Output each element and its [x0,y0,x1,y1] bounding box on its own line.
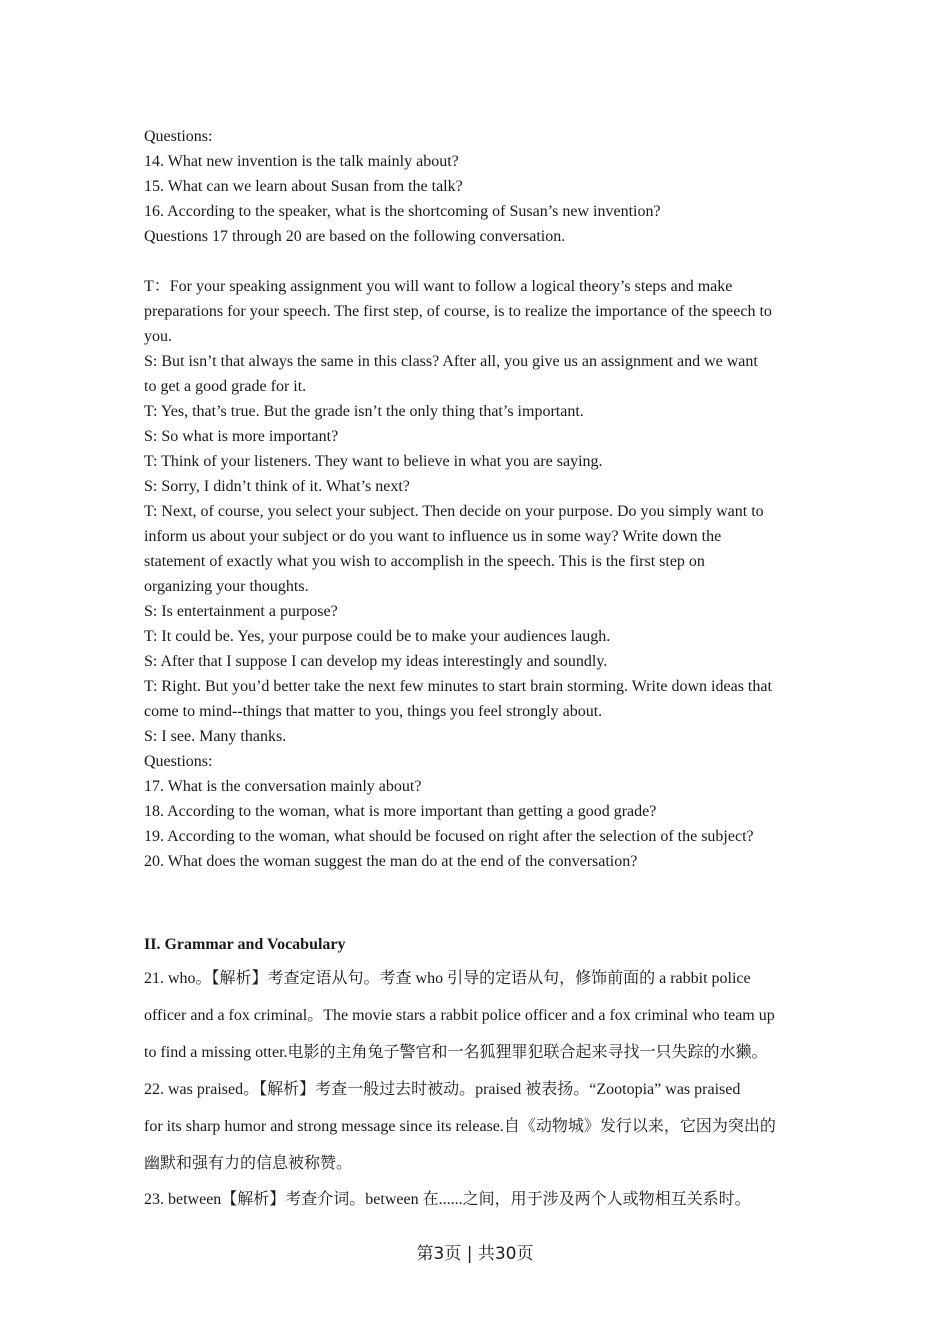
dialogue-line: come to mind--things that matter to you, things you feel strongly about. [144,703,603,720]
questions-label: Questions: [144,128,213,145]
dialogue-line: S: But isn’t that always the same in this class? After all, you give us an assignment and we want [144,353,758,370]
questions-label: Questions: [144,753,213,770]
dialogue-line: to get a good grade for it. [144,378,307,395]
dialogue-line: S: I see. Many thanks. [144,728,287,745]
dialogue-line: inform us about your subject or do you want to influence us in some way? Write down the [144,528,722,545]
dialogue-line: organizing your thoughts. [144,578,309,595]
question-16: 16. According to the speaker, what is the shortcoming of Susan’s new invention? [144,203,661,220]
question-17: 17. What is the conversation mainly about? [144,778,422,795]
dialogue-line: you. [144,328,172,345]
question-15: 15. What can we learn about Susan from the talk? [144,178,463,195]
dialogue-line: statement of exactly what you wish to accomplish in the speech. This is the first step on [144,553,705,570]
dialogue-line: S: So what is more important? [144,428,339,445]
answer-23: 23. between【解析】考查介词。between 在......之间，用于涉及两个人或物相互关系时。 [144,1191,751,1208]
answer-22: 22. was praised。【解析】考查一般过去时被动。praised 被表扬。“Zootopia” was praised [144,1081,741,1098]
dialogue-line: T: Right. But you’d better take the next few minutes to start brain storming. Write down ideas that [144,678,772,695]
dialogue-line: T: Yes, that’s true. But the grade isn’t the only thing that’s important. [144,403,584,420]
answer-22: for its sharp humor and strong message since its release.自《动物城》发行以来，它因为突出的 [144,1118,776,1135]
dialogue-line: T: Next, of course, you select your subject. Then decide on your purpose. Do you simply want to [144,503,764,520]
conversation-intro: Questions 17 through 20 are based on the following conversation. [144,228,566,245]
dialogue-line: S: After that I suppose I can develop my ideas interestingly and soundly. [144,653,608,670]
page-number: 第3页 | 共30页 [416,1244,534,1264]
dialogue-line: preparations for your speech. The first step, of course, is to realize the importance of the speech to [144,303,772,320]
question-20: 20. What does the woman suggest the man do at the end of the conversation? [144,853,638,870]
question-18: 18. According to the woman, what is more important than getting a good grade? [144,803,657,820]
dialogue-line: S: Is entertainment a purpose? [144,603,338,620]
dialogue-line: T: It could be. Yes, your purpose could be to make your audiences laugh. [144,628,611,645]
question-19: 19. According to the woman, what should be focused on right after the selection of the subject? [144,828,754,845]
answer-21: officer and a fox criminal。The movie stars a rabbit police officer and a fox criminal who team up [144,1007,775,1024]
answer-21: 21. who。【解析】考查定语从句。考查 who 引导的定语从句，修饰前面的 a rabbit police [144,970,751,987]
answer-21: to find a missing otter.电影的主角兔子警官和一名狐狸罪犯联合起来寻找一只失踪的水獭。 [144,1044,768,1061]
answer-22: 幽默和强有力的信息被称赞。 [144,1155,353,1172]
dialogue-line: T：For your speaking assignment you will want to follow a logical theory’s steps and make [144,278,733,295]
dialogue-line: T: Think of your listeners. They want to believe in what you are saying. [144,453,603,470]
dialogue-line: S: Sorry, I didn’t think of it. What’s next? [144,478,410,495]
section-heading: II. Grammar and Vocabulary [144,936,346,953]
question-14: 14. What new invention is the talk mainly about? [144,153,459,170]
